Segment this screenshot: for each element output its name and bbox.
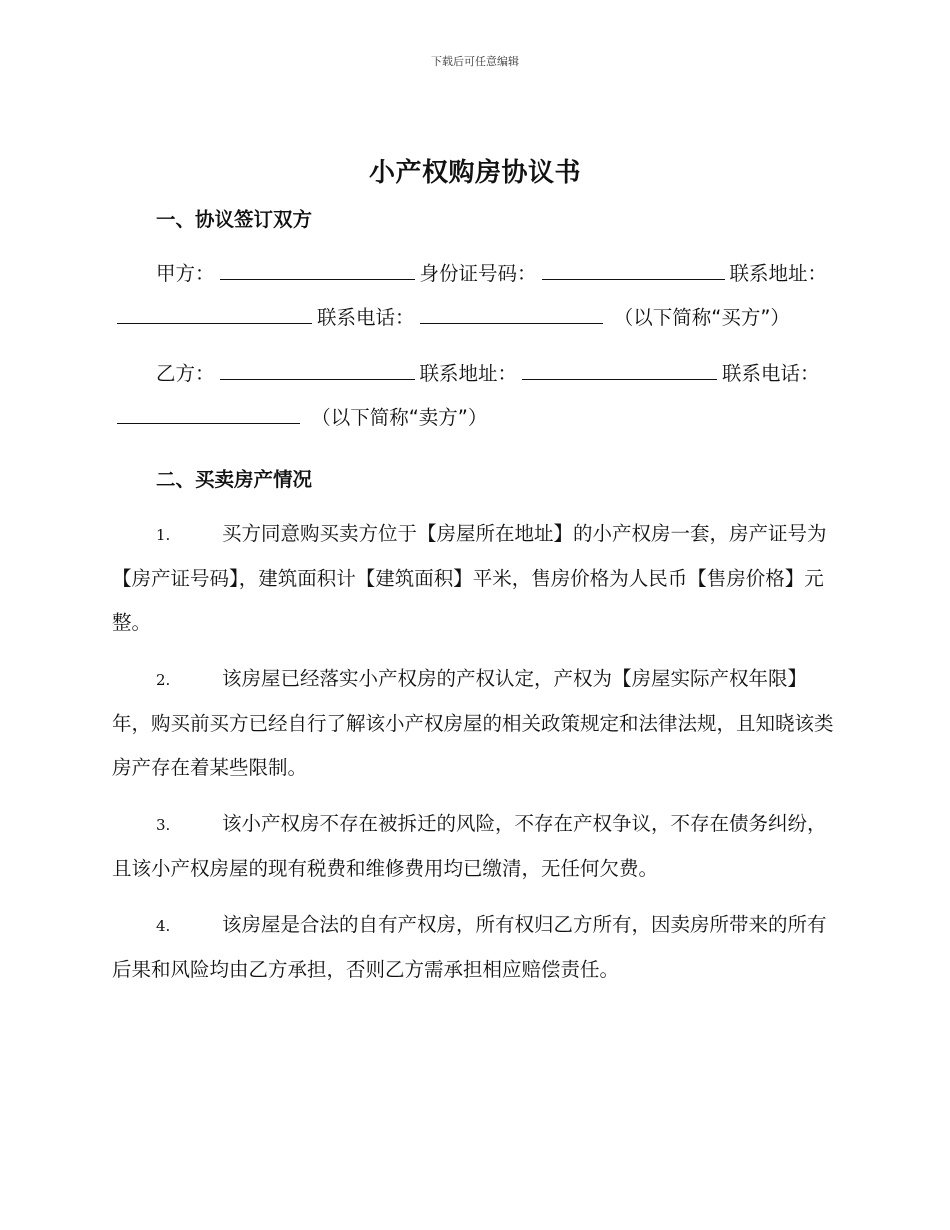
party-a-id-label: 身份证号码： [419,262,537,285]
party-a-suffix: （以下简称“买方”） [613,306,790,329]
party-a-paragraph [112,252,838,340]
party-a-addr-label: 联系地址： [729,262,828,285]
party-b-phone-blank [117,405,300,424]
party-a-name-blank [220,261,415,280]
item-text: 该房屋是合法的自有产权房，所有权归乙方所有，因卖房所带来的所有后果和风险均由乙方承担，否则乙方需承担相应赔偿责任。 [112,913,827,981]
document-title: 小产权购房协议书 [368,158,581,188]
party-b-addr-label: 联系地址： [419,362,518,385]
party-a-addr-blank [117,305,312,324]
item-text: 该房屋已经落实小产权房的产权认定，产权为【房屋实际产权年限】年，购买前买方已经自行了解该小产权房屋的相关政策规定和法律法规，且知晓该类房产存在着某些限制。 [112,667,834,779]
party-b-phone-label: 联系电话： [722,362,820,385]
party-a-phone-blank [420,305,603,324]
party-a-label: 甲方： [156,262,215,285]
header-note: 下载后可任意编辑 [431,55,519,68]
party-a-id-blank [542,261,725,280]
party-b-addr-blank [522,361,717,380]
section-heading-property: 二、买卖房产情况 [156,468,313,491]
item-text: 该小产权房不存在被拆迁的风险，不存在产权争议，不存在债务纠纷，且该小产权房屋的现有税费和维修费用均已缴清，无任何欠费。 [112,812,827,880]
item-number: 4. [156,917,171,935]
party-b-suffix: （以下简称“卖方”） [311,406,488,429]
party-a-phone-label: 联系电话： [317,306,415,329]
list-item [112,802,838,891]
party-b-name-blank [220,361,415,380]
document-body [112,198,838,1004]
party-b-label: 乙方： [156,362,215,385]
item-number: 1. [156,526,171,544]
item-number: 2. [156,671,171,689]
list-item [112,903,838,992]
party-b-paragraph [112,352,838,440]
list-item [112,512,838,645]
section-heading-parties: 一、协议签订双方 [156,208,313,231]
item-number: 3. [156,816,171,834]
list-item [112,657,838,790]
item-text: 买方同意购买卖方位于【房屋所在地址】的小产权房一套，房产证号为【房产证号码】，建筑面积计【建筑面积】平米，售房价格为人民币【售房价格】元整。 [112,522,827,634]
